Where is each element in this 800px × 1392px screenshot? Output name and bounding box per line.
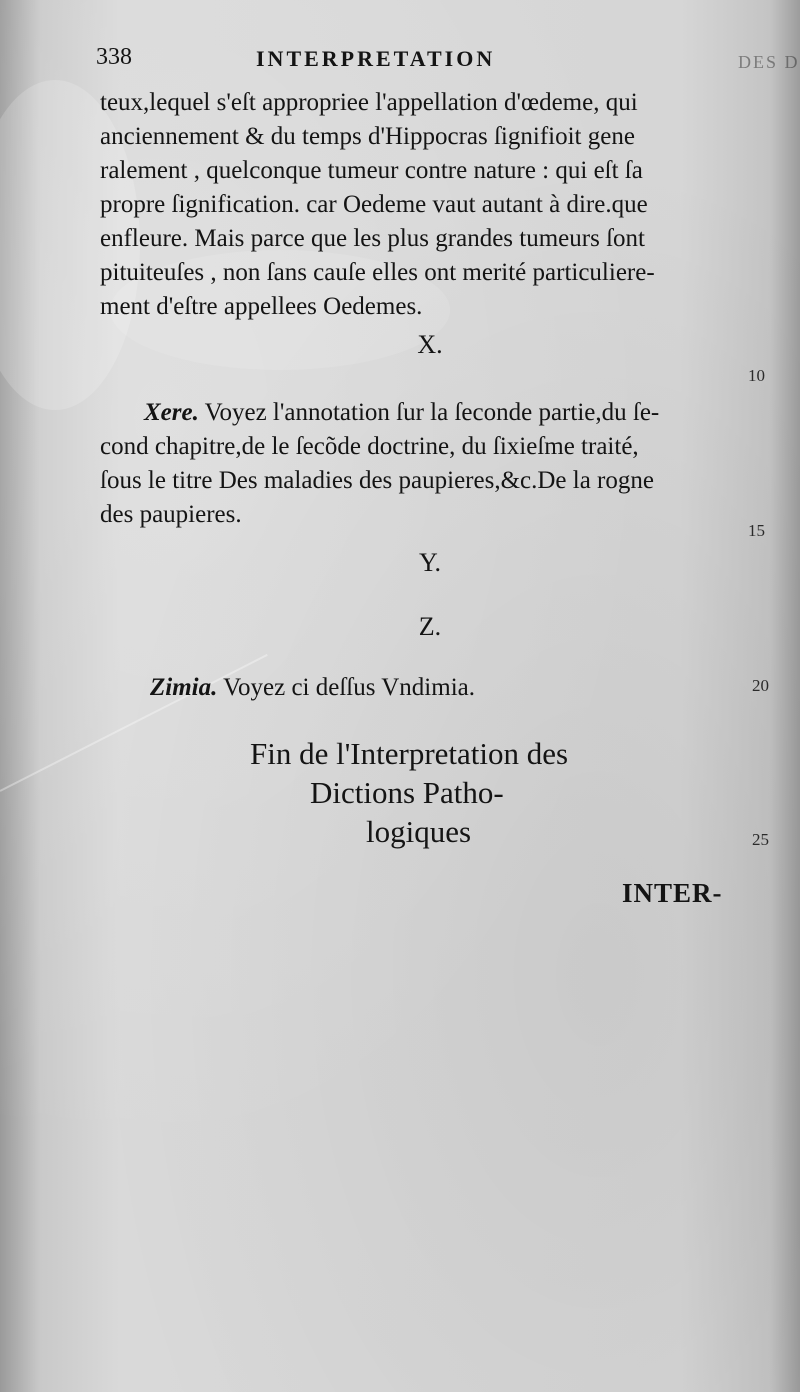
catchword: INTER- (622, 878, 723, 908)
text-line: propre ſignification. car Oedeme vaut autant à dire.que (100, 191, 648, 218)
text-line: pituiteuſes , non ſans cauſe elles ont merité particuliere- (100, 259, 655, 286)
text-line: cond chapitre,de le ſecõde doctrine, du ſixieſme traité, (100, 433, 639, 460)
entry-term: Zimia. (150, 674, 218, 701)
section-heading-x: X. (417, 330, 443, 359)
entry-text: Voyez ci deſſus Vndimia. (223, 674, 475, 701)
section-heading-z: Z. (418, 612, 442, 641)
entry-xere (100, 396, 760, 532)
text-line: anciennement & du temps d'Hippocras ſignifioit gene (100, 123, 635, 150)
finis-line: logiques (366, 814, 472, 849)
finis-colophon (250, 734, 650, 851)
finis-line: Fin de l'Interpretation des (250, 736, 569, 771)
paragraph-oedeme (100, 86, 760, 324)
text-line: ralement , quelconque tumeur contre nature : qui eſt ſa (100, 157, 643, 184)
margin-line-number: 25 (752, 830, 769, 849)
text-line (100, 396, 760, 430)
entry-term: Xere. (144, 399, 199, 426)
page-number: 338 (96, 44, 132, 70)
text-line: des paupieres. (100, 501, 242, 528)
facing-page-fragment: DES D (738, 52, 800, 72)
page-header (96, 44, 716, 76)
entry-zimia (150, 674, 475, 702)
text-line: enfleure. Mais parce que les plus grandes tumeurs ſont (100, 225, 645, 252)
finis-line: Dictions Patho- (310, 775, 504, 810)
running-title: INTERPRETATION (256, 46, 496, 71)
section-heading-y: Y. (419, 548, 441, 577)
text-line: ment d'eſtre appellees Oedemes. (100, 293, 423, 320)
margin-line-number: 10 (748, 366, 765, 385)
margin-line-number: 20 (752, 676, 769, 695)
text-line: teux,lequel s'eſt appropriee l'appellation d'œdeme, qui (100, 89, 638, 116)
entry-text: Voyez l'annotation ſur la ſeconde partie,du ſe- (198, 399, 660, 426)
text-line: ſous le titre Des maladies des paupieres,&c.De la rogne (100, 467, 654, 494)
margin-line-number: 15 (748, 521, 765, 540)
